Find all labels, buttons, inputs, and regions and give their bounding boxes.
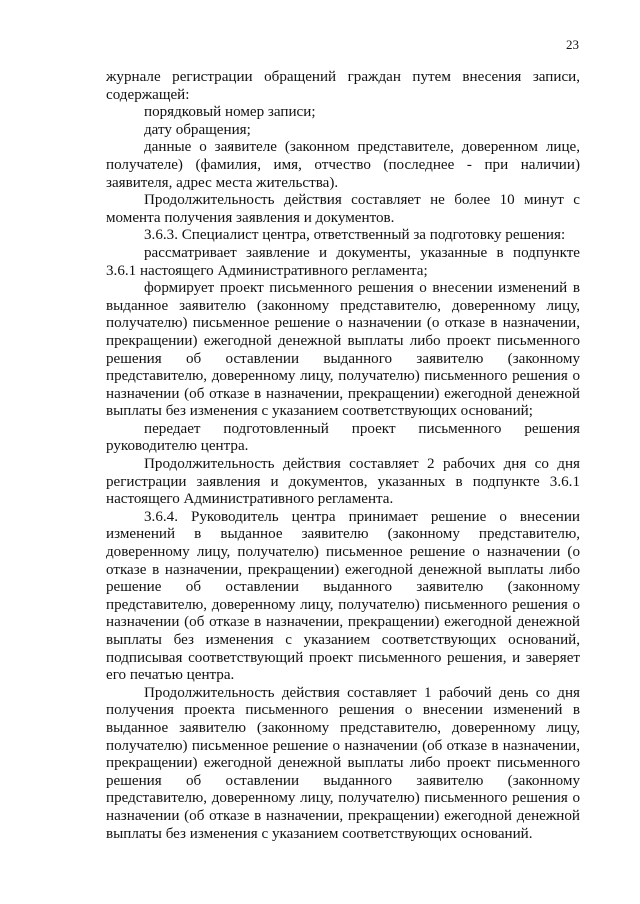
paragraph: 3.6.3. Специалист центра, ответственный за подготовку решения: (144, 227, 566, 244)
page-number: 23 (566, 37, 579, 52)
paragraph: передает подготовленный проект письменного решения руководителю центра. (106, 420, 580, 455)
paragraph: 3.6.4. Руководитель центра принимает решение о внесении изменений в выданное заявителю (законному представителю, доверенному лицу, получателю) письменное решение о назначении (о отказе в назначении, прекращении) ежегодной денежной выплаты либо решение об оставлении выданного заявителю (законному представителю, доверенному лицу, получателю) письменного решения о назначении (об отказе в назначении, прекращении) ежегодной денежной выплаты без изменения с указанием соответствующих оснований, подписывая соответствующий проект письменного решения, и заверяет его печатью центра. (106, 508, 580, 684)
paragraph: рассматривает заявление и документы, указанные в подпункте 3.6.1 настоящего Административного регламента; (106, 244, 580, 279)
paragraph: порядковый номер записи; (144, 104, 316, 121)
paragraph: Продолжительность действия составляет 2 рабочих дня со дня регистрации заявления и документов, указанных в подпункте 3.6.1 настоящего Административного регламента. (106, 456, 580, 508)
paragraph: Продолжительность действия составляет 1 рабочий день со дня получения проекта письменного решения о внесении изменений в выданное заявителю (законному представителю, доверенному лицу, получателю) письменное решение о назначении (об отказе в назначении, прекращении) ежегодной денежной выплаты либо проект письменного решения об оставлении выданного заявителю (законному представителю, доверенному лицу, получателю) письменного решения о назначении (об отказе в назначении, прекращении) ежегодной денежной выплаты без изменения с указанием соответствующих оснований. (106, 684, 580, 842)
paragraph: Продолжительность действия составляет не более 10 минут с момента получения заявления и документов. (106, 192, 580, 226)
paragraph: журнале регистрации обращений граждан путем внесения записи, содержащей: (106, 69, 580, 103)
paragraph: формирует проект письменного решения о внесении изменений в выданное заявителю (законному представителю, доверенному лицу, получателю) письменное решение о назначении (о отказе в назначении, прекращении) ежегодной денежной выплаты либо проект письменного решения об оставлении выданного заявителю (законному представителю, доверенному лицу, получателю) письменного решения о назначении (об отказе в назначении, прекращении) ежегодной денежной выплаты без изменения с указанием соответствующих оснований; (106, 280, 580, 420)
document-body (106, 69, 580, 843)
paragraph: дату обращения; (144, 121, 251, 138)
paragraph: данные о заявителе (законном представителе, доверенном лице, получателе) (фамилия, имя, отчество (последнее - при наличии) заявителя, адрес места жительства). (106, 139, 580, 191)
